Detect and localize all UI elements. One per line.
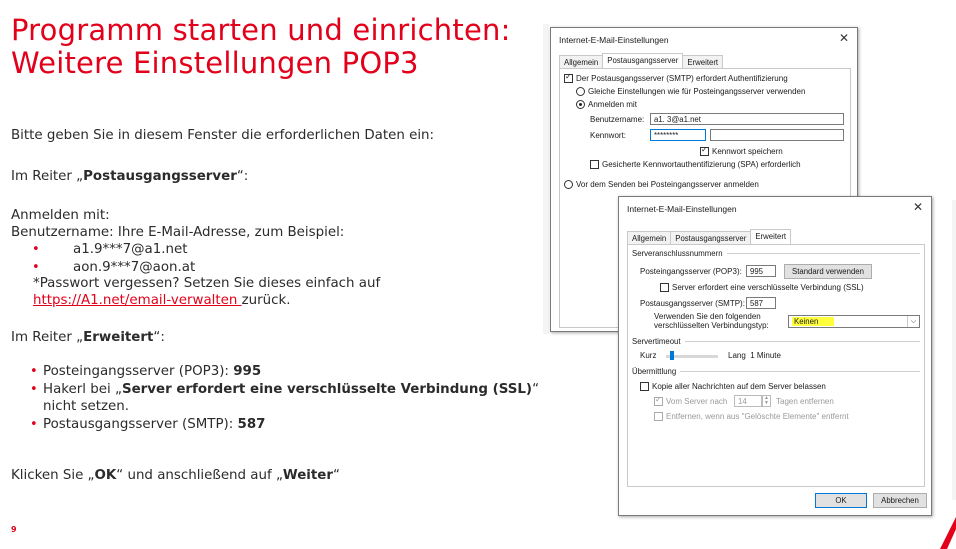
pop3-port-input[interactable]: 995 — [746, 265, 776, 277]
tab2-instruction: Im Reiter „Erweitert“: — [11, 330, 165, 345]
advanced-list — [11, 363, 556, 433]
close-icon[interactable]: ✕ — [912, 200, 923, 214]
checkbox[interactable] — [564, 74, 573, 83]
ssl-checkbox[interactable]: Server erfordert eine verschlüsselte Verbindung (SSL) — [660, 283, 864, 292]
background-window-edge-right — [952, 200, 956, 500]
example-item: • a1.9***7@a1.net — [11, 241, 546, 259]
section-delivery: Übermittlung — [632, 367, 920, 376]
dialog-title: Internet-E-Mail-Einstellungen — [627, 204, 737, 214]
tab1-name: Postausgangsserver — [83, 169, 237, 184]
username-hint: Benutzername: Ihre E-Mail-Adresse, zum Beispiel: — [11, 225, 345, 240]
example-list — [11, 241, 546, 276]
short-label: Kurz — [640, 351, 657, 360]
encryption-type-select[interactable] — [788, 315, 920, 328]
encryption-label-1: Verwenden Sie den folgenden — [654, 312, 761, 321]
checkbox[interactable] — [654, 412, 663, 421]
remember-password-checkbox[interactable]: ✓ Kennwort speichern — [700, 147, 783, 156]
login-with-text: Anmelden mit: — [11, 208, 110, 223]
email-manage-link[interactable]: https://A1.net/email-verwalten — [33, 293, 242, 308]
tab-general[interactable]: Allgemein — [559, 55, 603, 71]
radio[interactable] — [576, 87, 585, 96]
tab-general[interactable]: Allgemein — [627, 231, 671, 247]
remove-after-checkbox[interactable]: ✓ Vom Server nach — [654, 397, 727, 406]
tab-advanced[interactable]: Erweitert — [750, 229, 791, 245]
chevron-down-icon[interactable]: ⌵ — [907, 316, 919, 327]
page-number: 9 — [11, 525, 17, 534]
section-ports: Serveranschlussnummern — [632, 249, 920, 258]
title-line-1: Programm starten und einrichten: — [11, 13, 511, 47]
tab-outgoing-server[interactable]: Postausgangsserver — [670, 231, 751, 247]
final-instruction: Klicken Sie „OK“ und anschließend auf „Weiter“ — [11, 468, 340, 483]
checkbox[interactable] — [640, 382, 649, 391]
forgot-password-text: *Passwort vergessen? Setzen Sie dieses einfach auf — [33, 276, 381, 291]
same-settings-radio[interactable]: Gleiche Einstellungen wie für Posteingangsserver verwenden — [576, 87, 805, 96]
email-settings-dialog-advanced — [618, 196, 932, 516]
checkbox[interactable] — [590, 160, 599, 169]
checkbox[interactable] — [700, 147, 709, 156]
login-with-radio[interactable]: Anmelden mit — [576, 100, 637, 109]
smtp-auth-checkbox[interactable]: ✓ Der Postausgangsserver (SMTP) erfordert Authentifizierung — [564, 74, 788, 83]
use-default-button[interactable]: Standard verwenden — [784, 264, 872, 279]
timeout-slider-handle[interactable] — [670, 351, 674, 360]
ok-button[interactable]: OK — [815, 493, 867, 508]
pop3-item: • Posteingangsserver (POP3): 995 — [11, 363, 556, 381]
smtp-port-input[interactable]: 587 — [746, 297, 776, 309]
a1-logo — [937, 513, 956, 549]
tab-panel — [627, 244, 925, 487]
username-label: Benutzername: — [590, 115, 645, 124]
tab2-name: Erweitert — [83, 330, 154, 345]
encryption-type-value: Keinen — [792, 317, 834, 326]
background-window-edge — [543, 24, 549, 334]
long-label: Lang 1 Minute — [728, 351, 781, 360]
checkbox[interactable] — [654, 397, 663, 406]
close-icon[interactable]: ✕ — [838, 31, 849, 45]
smtp-label: Postausgangsserver (SMTP): — [640, 299, 745, 308]
title-line-2: Weitere Einstellungen POP3 — [11, 46, 419, 80]
section-timeout: Servertimeout — [632, 337, 920, 346]
password-input-ext[interactable] — [710, 129, 844, 141]
example-item: • aon.9***7@aon.at — [11, 259, 546, 277]
username-input[interactable]: a1. 3@a1.net — [650, 113, 844, 125]
radio[interactable] — [576, 100, 585, 109]
days-label: Tagen entfernen — [776, 397, 834, 406]
cancel-button[interactable]: Abbrechen — [873, 493, 927, 508]
radio[interactable] — [564, 180, 573, 189]
keep-copy-checkbox[interactable]: Kopie aller Nachrichten auf dem Server belassen — [640, 382, 826, 391]
tab-outgoing-server[interactable]: Postausgangsserver — [602, 53, 683, 69]
ssl-item: • Hakerl bei „Server erfordert eine verschlüsselte Verbindung (SSL)“ nicht setzen. — [11, 381, 556, 416]
password-input[interactable]: ******** — [650, 129, 706, 141]
encryption-label-2: verschlüsselten Verbindungstyp: — [654, 321, 769, 330]
password-label: Kennwort: — [590, 131, 627, 140]
smtp-item: • Postausgangsserver (SMTP): 587 — [11, 416, 556, 434]
checkbox[interactable] — [660, 283, 669, 292]
days-input[interactable]: 14 — [734, 395, 762, 407]
remove-deleted-checkbox[interactable]: Entfernen, wenn aus "Gelöschte Elemente" entfernt — [654, 412, 849, 421]
tab1-instruction: Im Reiter „Postausgangsserver“: — [11, 169, 249, 184]
tab-advanced[interactable]: Erweitert — [682, 55, 723, 71]
timeout-value: 1 Minute — [750, 351, 781, 360]
days-spinner-icon[interactable]: ▲ ▼ — [762, 395, 771, 407]
before-send-radio[interactable]: Vor dem Senden bei Posteingangsserver anmelden — [564, 180, 759, 189]
dialog-title: Internet-E-Mail-Einstellungen — [559, 35, 669, 45]
page-title — [11, 14, 541, 80]
forgot-password-line: https://A1.net/email-verwalten zurück. — [33, 293, 291, 308]
intro-text: Bitte geben Sie in diesem Fenster die erforderlichen Daten ein: — [11, 128, 435, 143]
pop3-label: Posteingangsserver (POP3): — [640, 267, 742, 276]
spa-checkbox[interactable]: Gesicherte Kennwortauthentifizierung (SPA) erforderlich — [590, 160, 801, 169]
